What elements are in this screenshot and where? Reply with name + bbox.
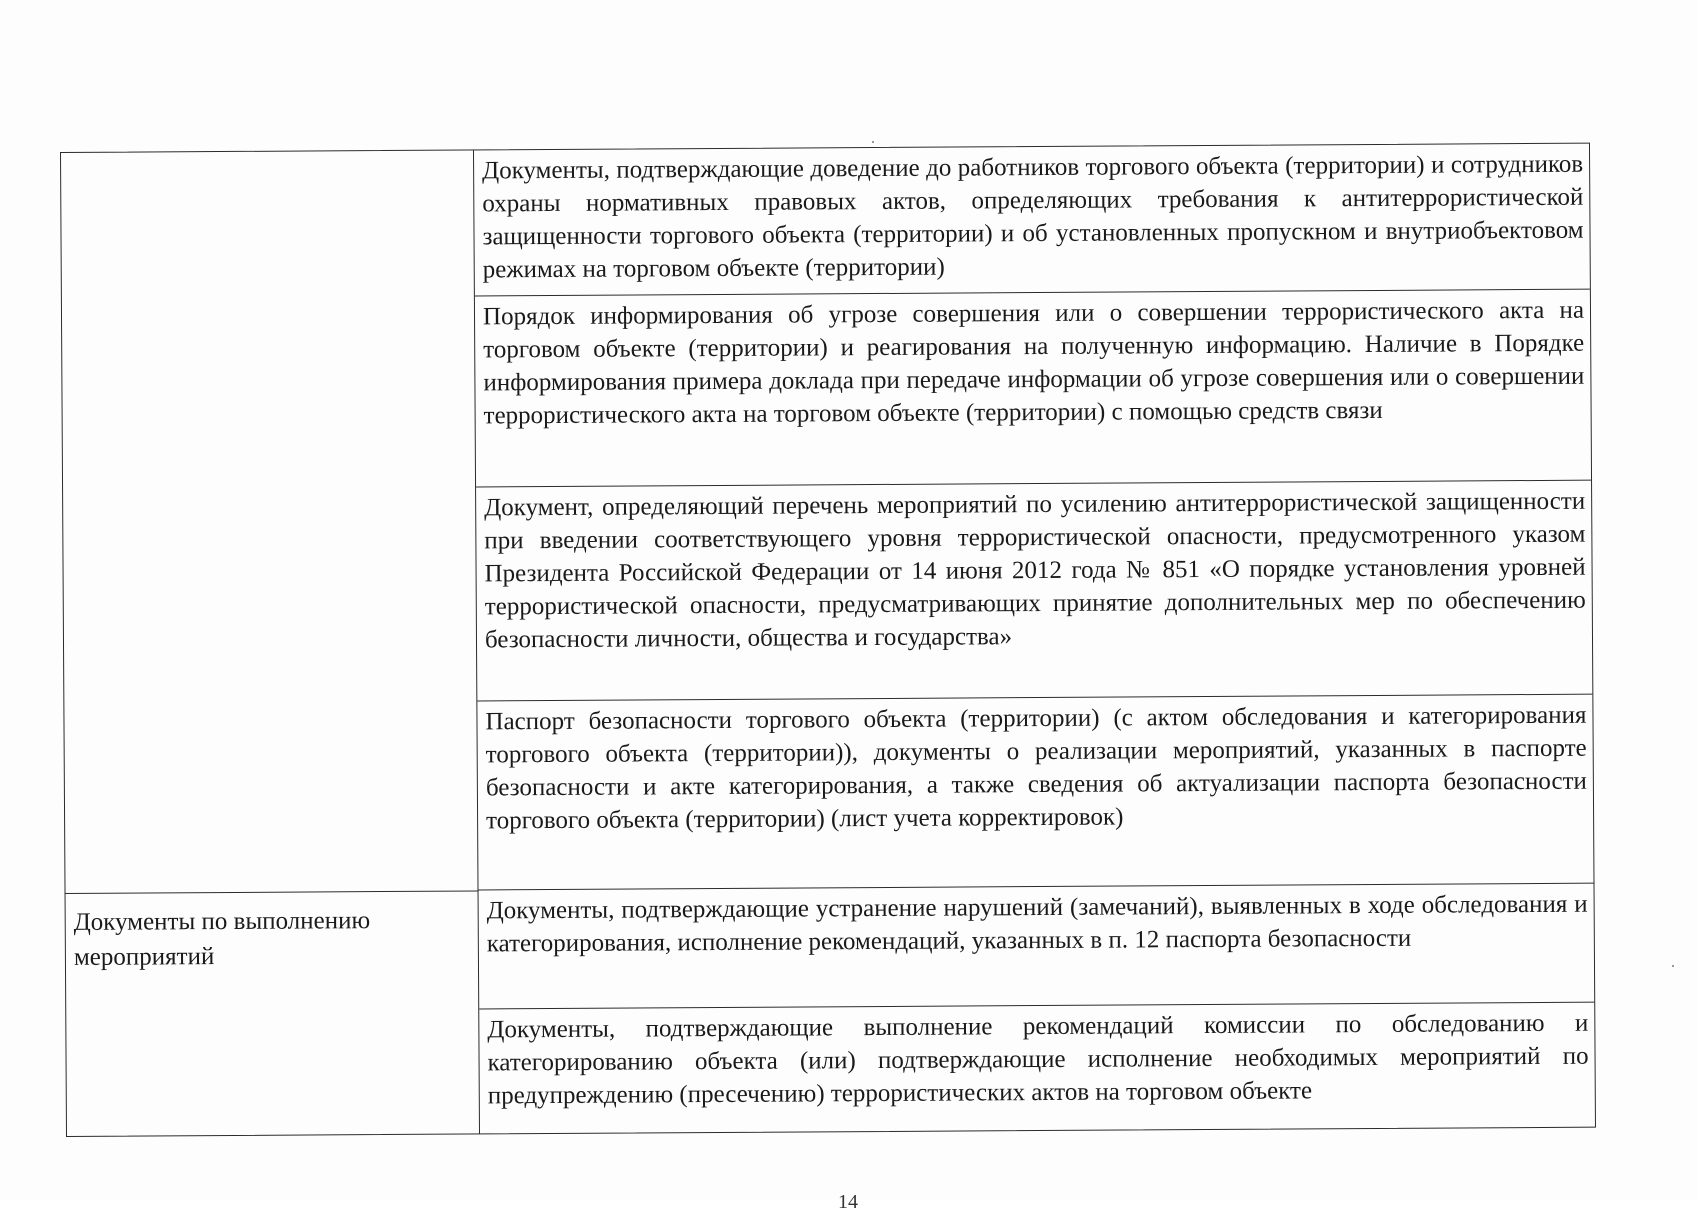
table-cell: Порядок информирования об угрозе совершения или о совершении террористического акта на торговом объекте (территории) и реагирования на полученную информацию. Наличие в Порядке информирования примера доклада при передаче информации об угрозе совершения или о совершении террористического акта на торговом объекте (территории) с помощью средств связи bbox=[475, 290, 1591, 488]
section-label: Документы по выполнению мероприятий bbox=[73, 907, 371, 971]
table-cell: Документы, подтверждающие устранение нарушений (замечаний), выявленных в ходе обследования и категорирования, исполнение рекомендаций, указанных в п. 12 паспорта безопасности bbox=[479, 884, 1595, 1010]
table-cell: Паспорт безопасности торгового объекта (территории) (с актом обследования и категорирования торгового объекта (территории)), документы о реализации мероприятий, указанных в паспорте безопасности и акте категорирования, а также сведения об актуализации паспорта безопасности торгового объекта (территории) (лист учета корректировок) bbox=[477, 695, 1593, 891]
scan-speck bbox=[1672, 965, 1674, 967]
left-row-divider bbox=[66, 890, 479, 894]
scan-speck bbox=[872, 141, 874, 143]
table-cell: Документы, подтверждающие выполнение рекомендаций комиссии по обследованию и категорированию объекта (или) подтверждающие исполнение необходимых мероприятий по предупреждению (пресечению) террористических актов на торговом объекте bbox=[487, 1009, 1589, 1110]
table-right-column bbox=[474, 144, 1595, 1134]
page-number: 14 bbox=[838, 1191, 858, 1213]
table-left-column bbox=[61, 150, 480, 1136]
table-cell: Документ, определяющий перечень мероприятий по усилению антитеррористической защищенности при введении соответствующего уровня террористической опасности, предусмотренного указом Президента Российской Федерации от 14 июня 2012 года № 851 «О порядке установления уровней террористической опасности, предусматривающих принятие дополнительных мер по обеспечению безопасности личности, общества и государства» bbox=[476, 481, 1592, 702]
table-cell: Документы, подтверждающие доведение до работников торгового объекта (территории) и сотрудников охраны нормативных правовых актов, определяющих требования к антитеррористической защищенности торгового объекта (территории) и об установленных пропускном и внутриобъектовом режимах на торговом объекте (территории) bbox=[474, 144, 1590, 297]
requirements-table bbox=[60, 143, 1596, 1137]
